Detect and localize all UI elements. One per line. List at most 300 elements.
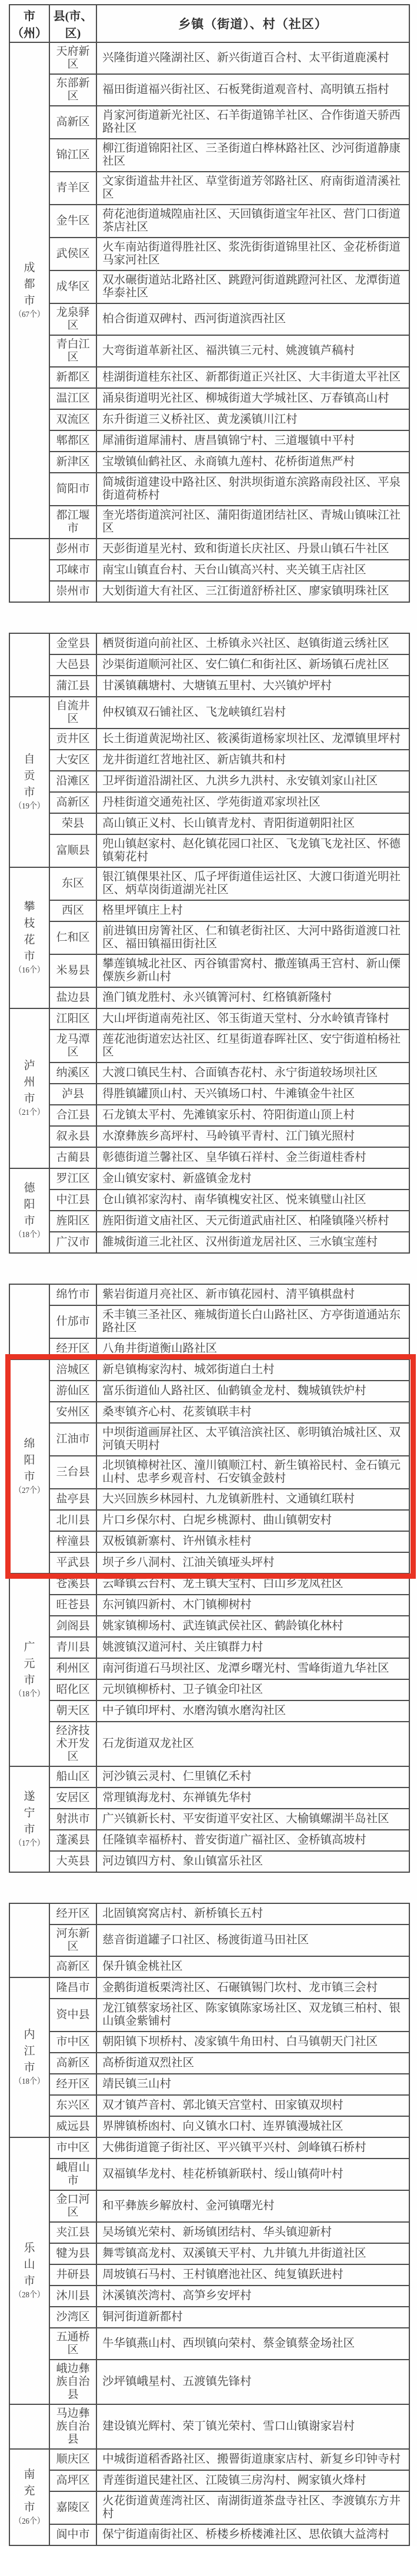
county-cell: 大安区 [49,750,96,771]
villages-cell: 牛华镇燕山村、西坝镇向荣村、蔡金镇蔡金场社区 [96,2328,409,2360]
table-row [9,1232,409,1253]
table-row [9,74,409,106]
county-cell: 青川县 [49,1637,96,1658]
city-group-攀枝花市 [9,867,409,1008]
city-label-char: 充 [24,2485,35,2497]
county-cell: 市中区 [49,2137,96,2159]
table-row [9,1637,409,1658]
region-table-block-3 [9,1284,410,1873]
table-row [9,2095,409,2116]
city-label-char: 元 [24,1658,35,1670]
county-cell: 温江区 [49,388,96,409]
villages-cell: 靖民镇三山村 [96,2074,409,2095]
county-cell: 金口河区 [49,2190,96,2222]
table-row [9,560,409,581]
villages-cell: 新皂镇梅家沟村、城郊街道白土村 [96,1359,409,1381]
table-row [9,1284,409,1305]
city-group-continuation [9,2404,409,2449]
villages-cell: 桑枣镇齐心村、花荄镇联丰村 [96,1402,409,1423]
city-group-自贡市 [9,697,409,867]
city-label [10,2241,49,2301]
city-label-cell-empty [9,1284,49,1359]
villages-cell: 大兴回族乡林园村、九龙镇新胜村、文通镇红联村 [96,1489,409,1510]
villages-cell: 兴隆街道兴隆湖社区、新兴街道百合村、太平街道鹿溪村 [96,42,409,74]
county-cell: 高新区 [49,2053,96,2074]
table-row [9,1063,409,1084]
table-row [9,581,409,602]
table-row [9,729,409,750]
county-cell: 马边彝族自治县 [49,2404,96,2449]
villages-cell: 姚渡镇汉道河村、关庄镇群力村 [96,1637,409,1658]
city-label-char: 市 [24,950,35,963]
city-label-char: 市 [24,2062,35,2074]
villages-cell: 火车南站街道得胜社区、浆洗街街道锦里社区、金花桥街道马家河社区 [96,238,409,270]
table-row [9,1190,409,1211]
city-count: （18个） [14,1231,45,1239]
villages-cell: 高山镇正义村、长山镇青龙村、青阳街道朝阳社区 [96,813,409,834]
city-group-成都市 [9,42,409,539]
city-group-泸州市 [9,1008,409,1168]
county-cell: 合江县 [49,1105,96,1126]
county-cell: 金堂县 [49,633,96,654]
table-row [9,1999,409,2032]
table-row [9,1766,409,1788]
villages-cell: 兜山镇赵家村、赵化镇花园口社区、飞龙镇飞龙社区、怀德镇菊花村 [96,834,409,867]
county-cell: 江阳区 [49,1008,96,1030]
villages-cell: 慈音街道罐子口社区、杨渡街道马田社区 [96,1925,409,1956]
county-cell: 沙湾区 [49,2307,96,2328]
villages-cell: 云峰镇云台村、龙王镇天宝村、白山乡龙凤社区 [96,1573,409,1595]
county-cell: 嘉陵区 [49,2491,96,2524]
city-group-南充市 [9,2449,409,2545]
county-cell: 盐边县 [49,987,96,1008]
city-label-char: 广 [24,1641,35,1653]
city-label-char: 阳 [24,1454,35,1466]
table-row [9,270,409,303]
city-label-char: 枝 [24,917,35,930]
column-header-villages: 乡镇（街道）、村（社区） [96,5,409,42]
table-row [9,1595,409,1616]
villages-cell: 紫岩街道月亮社区、新市镇花园村、清平镇棋盘村 [96,1284,409,1305]
city-count: （17个） [14,1839,45,1848]
villages-cell: 大渡口镇民生村、合面镇杏花村、永宁街道较场坝社区 [96,1063,409,1084]
villages-cell: 沐溪镇茨湾村、高笋乡安坪村 [96,2286,409,2307]
villages-cell: 八角井街道衡山路社区 [96,1338,409,1359]
county-cell: 经济技术开发区 [49,1722,96,1766]
county-cell: 广汉市 [49,1232,96,1253]
city-count: （26个） [14,2517,45,2526]
villages-cell: 奎光塔街道滨河社区、蒲阳街道团结社区、青城山镇味江社区 [96,506,409,539]
city-group-continuation [9,633,409,697]
villages-cell: 东升街道三义桥社区、黄龙溪镇川江村 [96,409,409,430]
table-row [9,303,409,335]
city-label-cell [9,1168,49,1253]
table-row [9,2222,409,2243]
city-group-德阳市 [9,1168,409,1253]
county-cell: 蓬溪县 [49,1830,96,1851]
county-cell: 井研县 [49,2264,96,2286]
city-label-char: 阳 [24,1198,35,1211]
city-label-cell [9,42,49,539]
county-cell: 游仙区 [49,1381,96,1402]
table-row [9,1510,409,1531]
villages-cell: 仲权镇双石铺社区、飞龙峡镇红岩村 [96,697,409,729]
county-cell: 高新区 [49,1956,96,1977]
table-row [9,2491,409,2524]
table-row [9,2404,409,2449]
villages-cell: 火花街道黄莲湾社区、南湖街道茶盘寺社区、李渡镇东方井村 [96,2491,409,2524]
villages-cell: 水潦彝族乡高坪村、马岭镇平青村、江门镇光照村 [96,1126,409,1147]
table-row [9,1573,409,1595]
county-cell: 隆昌市 [49,1977,96,1999]
county-cell: 沐川县 [49,2286,96,2307]
villages-cell: 大划街道大有社区、三江街道舒桥社区、廖家镇明珠社区 [96,581,409,602]
city-count: （28个） [14,2291,45,2300]
table-row [9,539,409,560]
villages-cell: 丹桂街道交通苑社区、学苑街道邓家坝社区 [96,792,409,813]
table-row [9,1168,409,1190]
villages-cell: 禾丰镇三圣社区、雍城街道长白山路社区、方亭街道通站东路社区 [96,1305,409,1338]
county-cell: 剑阁县 [49,1616,96,1637]
city-label-cell [9,2449,49,2545]
table-row [9,792,409,813]
region-tables-container [0,4,417,2546]
city-group-continuation [9,1903,409,1977]
table-row [9,987,409,1008]
city-label-char: 州 [24,1076,35,1088]
county-cell: 安州区 [49,1402,96,1423]
table-row [9,654,409,676]
table-row [9,2360,409,2404]
table-header-row [9,5,409,42]
city-label-cell-empty [9,2404,49,2449]
villages-cell: 宝墩镇仙鹤社区、永商镇九莲村、花桥街道焦严村 [96,452,409,473]
county-cell: 夹江县 [49,2222,96,2243]
city-group-遂宁市 [9,1766,409,1872]
table-row [9,2137,409,2159]
table-row [9,1305,409,1338]
table-row [9,1851,409,1872]
county-cell: 仁和区 [49,921,96,954]
county-cell: 泸县 [49,1084,96,1105]
table-row [9,2286,409,2307]
villages-cell: 中子镇印坪村、水磨沟镇水磨沟社区 [96,1700,409,1722]
table-row [9,1338,409,1359]
villages-cell: 天彭街道星光村、致和街道长庆社区、丹景山镇石牛社区 [96,539,409,560]
table-row [9,1030,409,1063]
city-label [10,1789,49,1849]
city-label-cell-empty [9,633,49,697]
city-group-广元市 [9,1573,409,1766]
villages-cell: 常理镇海龙村、东禅镇先华村 [96,1788,409,1809]
table-row [9,2074,409,2095]
table-row [9,921,409,954]
county-cell: 崇州市 [49,581,96,602]
villages-cell: 舞雩镇高龙村、双溪镇天平村、九井镇九井街道社区 [96,2243,409,2264]
city-label-char: 宁 [24,1807,35,1819]
villages-cell: 金山镇安家村、新盛镇金龙村 [96,1168,409,1190]
villages-cell: 姚家镇柳场村、武连镇武侯社区、鹤龄镇化林村 [96,1616,409,1637]
county-cell: 安居区 [49,1788,96,1809]
city-label-char: 山 [24,2258,35,2271]
county-cell: 阆中市 [49,2524,96,2545]
city-label-cell [9,867,49,1008]
city-label-char: 遂 [24,1790,35,1803]
table-row [9,2116,409,2137]
villages-cell: 双板镇新寨村、许州镇永桂村 [96,1531,409,1552]
county-cell: 高新区 [49,792,96,813]
city-label-char: 市 [24,295,35,307]
county-cell: 盐亭县 [49,1489,96,1510]
county-cell: 平武县 [49,1552,96,1573]
city-label-cell [9,1008,49,1168]
county-cell: 旌阳区 [49,1211,96,1232]
table-row [9,2243,409,2264]
table-row [9,2328,409,2360]
city-label-char: 市 [24,786,35,798]
table-row [9,1105,409,1126]
county-cell: 大邑县 [49,654,96,676]
villages-cell: 得胜镇罐顶山村、天兴镇场口村、牛滩镇金牛社区 [96,1084,409,1105]
county-cell: 西区 [49,900,96,921]
county-cell: 三台县 [49,1456,96,1489]
table-row [9,473,409,506]
county-cell: 涪城区 [49,1359,96,1381]
table-row [9,2190,409,2222]
table-row [9,42,409,74]
city-label-char: 自 [24,753,35,766]
city-label [10,1640,49,1700]
villages-cell: 河边镇四方村、象山镇富乐社区 [96,1851,409,1872]
county-cell: 叙永县 [49,1126,96,1147]
villages-cell: 周坡镇石马村、王村镇磨池社区、纯复镇跃进村 [96,2264,409,2286]
table-row [9,1925,409,1956]
villages-cell: 简城街道建设中路社区、射洪坝街道东滨路南段社区、平泉街道荷桥村 [96,473,409,506]
city-label-char: 市 [24,1674,35,1686]
city-label-char: 花 [24,934,35,946]
county-cell: 峨边彝族自治县 [49,2360,96,2404]
villages-cell: 东河镇四新村、木门镇柳树村 [96,1595,409,1616]
county-cell: 高坪区 [49,2470,96,2491]
villages-cell: 金鹅街道板栗湾社区、石碾镇锡门坎村、龙市镇三会村 [96,1977,409,1999]
county-cell: 纳溪区 [49,1063,96,1084]
villages-cell: 长土街道黄泥坳社区、筱溪街道杨家坝社区、龙潭镇里坪村 [96,729,409,750]
villages-cell: 彰德街道兰馨社区、皇华镇石祥村、金兰街道桂香村 [96,1147,409,1168]
villages-cell: 旌阳街道文庙社区、天元街道武庙社区、柏隆镇隆兴桥村 [96,1211,409,1232]
villages-cell: 格里坪镇庄上村 [96,900,409,921]
city-label-cell [9,1766,49,1872]
table-row [9,834,409,867]
city-label [10,900,49,976]
county-cell: 沿滩区 [49,771,96,792]
villages-cell: 福田街道福兴街社区、石板凳街道观音村、高明镇五指村 [96,74,409,106]
villages-cell: 富乐街道仙人路社区、仙鹤镇金龙村、魏城镇铁炉村 [96,1381,409,1402]
table-row [9,1211,409,1232]
villages-cell: 双才镇芦音村、郭北镇天宫堂村、田家镇双坝村 [96,2095,409,2116]
city-group-内江市 [9,1977,409,2137]
table-row [9,1552,409,1573]
city-count: （16个） [14,966,45,975]
table-row [9,1788,409,1809]
county-cell: 苍溪县 [49,1573,96,1595]
table-row [9,1456,409,1489]
city-count: （18个） [14,2077,45,2086]
county-cell: 彭州市 [49,539,96,560]
table-row [9,1616,409,1637]
villages-cell: 吴场镇光荣村、新场镇团结村、华头镇迎新村 [96,2222,409,2243]
villages-cell: 元坝镇柳桥村、卫子镇金印社区 [96,1679,409,1700]
table-row [9,1423,409,1456]
villages-cell: 柳江街道锦阳社区、三圣街道白桦林路社区、沙河街道静康社区 [96,139,409,172]
table-row [9,771,409,792]
city-label-cell-empty [9,1903,49,1977]
villages-cell: 栖贤街道向前社区、土桥镇永兴社区、赵镇街道云绣社区 [96,633,409,654]
table-row [9,1489,409,1510]
villages-cell: 和平彝族乡解放村、金河镇曙光村 [96,2190,409,2222]
villages-cell: 南河街道石马坝社区、龙潭乡曙光村、雪峰街道九华社区 [96,1658,409,1679]
table-row [9,1700,409,1722]
city-group-乐山市 [9,2137,409,2404]
city-label-char: 江 [24,2045,35,2057]
villages-cell: 铜河街道新都村 [96,2307,409,2328]
table-row [9,2524,409,2545]
county-cell: 朝天区 [49,1700,96,1722]
villages-cell: 石龙镇太平村、先滩镇家乐村、符阳街道山顶上村 [96,1105,409,1126]
city-label-char: 市 [24,1092,35,1105]
table-row [9,506,409,539]
city-label-char: 绵 [24,1438,35,1450]
column-header-city: 市（州） [9,5,49,42]
villages-cell: 犀浦街道犀浦村、唐昌镇锦宁村、三道堰镇中平村 [96,430,409,452]
county-cell: 旺苍县 [49,1595,96,1616]
table-row [9,2470,409,2491]
table-row [9,813,409,834]
county-cell: 成华区 [49,270,96,303]
county-cell: 富顺县 [49,834,96,867]
county-cell: 自流井区 [49,697,96,729]
county-cell: 青羊区 [49,172,96,205]
table-row [9,335,409,367]
city-label [10,1436,49,1496]
villages-cell: 大山坪街道南苑社区、邻玉街道天堂村、分水岭镇青锋村 [96,1008,409,1030]
city-label [10,2027,49,2087]
table-row [9,238,409,270]
county-cell: 贡井区 [49,729,96,750]
county-cell: 锦江区 [49,139,96,172]
city-label-char: 乐 [24,2242,35,2254]
table-row [9,1008,409,1030]
table-row [9,2053,409,2074]
villages-cell: 大佛街道篦子街社区、平兴镇平兴村、剑峰镇石桥村 [96,2137,409,2159]
villages-cell: 桂湖街道桂东社区、新都街道正兴社区、大丰街道太平社区 [96,367,409,388]
villages-cell: 保宁街道南街社区、桥楼乡桥楼滩社区、思依镇大益湾村 [96,2524,409,2545]
county-cell: 蒲江县 [49,676,96,697]
county-cell: 新津区 [49,452,96,473]
villages-cell: 银江镇倮果社区、瓜子坪街道佳运社区、大渡口街道光明社区、炳草岗街道湖光社区 [96,867,409,900]
city-label-char: 南 [24,2468,35,2481]
county-cell: 东区 [49,867,96,900]
city-label-char: 市 [24,1471,35,1483]
city-label [10,2467,49,2527]
county-cell: 双流区 [49,409,96,430]
table-row [9,1147,409,1168]
city-label-char: 市 [24,2501,35,2514]
county-cell: 龙马潭区 [49,1030,96,1063]
county-cell: 五通桥区 [49,2328,96,2360]
county-cell: 河东新区 [49,1925,96,1956]
county-cell: 武侯区 [49,238,96,270]
table-row [9,1658,409,1679]
county-cell: 新都区 [49,367,96,388]
county-cell: 利州区 [49,1658,96,1679]
county-cell: 江油市 [49,1423,96,1456]
table-row [9,1977,409,1999]
county-cell: 东兴区 [49,2095,96,2116]
county-cell: 什邡市 [49,1305,96,1338]
table-row [9,954,409,987]
villages-cell: 青莲街道民建社区、江陵镇三房沟村、阙家镇火烽村 [96,2470,409,2491]
villages-cell: 沙坪镇峨星村、五渡镇先锋村 [96,2360,409,2404]
villages-cell: 莲花池街道宏达社区、红星街道春晖社区、安宁街道柏杨社区 [96,1030,409,1063]
county-cell: 射洪市 [49,1809,96,1830]
table-row [9,1722,409,1766]
region-table-block-2 [9,633,410,1254]
villages-cell: 中坝街道画屏社区、太平镇涪滨社区、彰明镇治城社区、双河镇天明村 [96,1423,409,1456]
table-row [9,388,409,409]
city-count: （21个） [14,1108,45,1117]
villages-cell: 渔门镇龙胜村、永兴镇箐河村、红格镇新隆村 [96,987,409,1008]
villages-cell: 保升镇金桃社区 [96,1956,409,1977]
city-label-char: 德 [24,1182,35,1194]
table-row [9,1359,409,1381]
county-cell: 梓潼县 [49,1531,96,1552]
villages-cell: 界牌镇桥凼村、向义镇水口村、连界镇漫城社区 [96,2116,409,2137]
table-row [9,867,409,900]
county-cell: 经开区 [49,2074,96,2095]
city-label-cell [9,1977,49,2137]
table-row [9,2159,409,2190]
county-cell: 米易县 [49,954,96,987]
county-cell: 顺庆区 [49,2449,96,2470]
county-cell: 经开区 [49,1903,96,1925]
county-cell: 经开区 [49,1338,96,1359]
table-row [9,2264,409,2286]
city-label [10,260,49,320]
table-row [9,1381,409,1402]
county-cell: 都江堰市 [49,506,96,539]
city-label-char: 市 [24,2275,35,2287]
table-row [9,205,409,238]
table-row [9,1830,409,1851]
city-count: （27个） [14,1486,45,1495]
city-count: （18个） [14,1690,45,1699]
villages-cell: 荷花池街道城隍庙社区、天回镇街道宝年社区、营门口街道茶店社区 [96,205,409,238]
villages-cell: 任隆镇幸福桥村、普安街道广福社区、金桥镇高坡村 [96,1830,409,1851]
county-cell: 犍为县 [49,2243,96,2264]
villages-cell: 雒城街道三北社区、汉州街道龙居社区、三水镇宝莲村 [96,1232,409,1253]
table-row [9,1809,409,1830]
city-label [10,1058,49,1118]
table-row [9,2032,409,2053]
county-cell: 罗江区 [49,1168,96,1190]
villages-cell: 文家街道盐井社区、草堂街道芳邻路社区、府南街道清溪社区 [96,172,409,205]
county-cell: 邛崃市 [49,560,96,581]
villages-cell: 柏合街道双碑村、西河街道滨西社区 [96,303,409,335]
city-group-continuation [9,539,409,602]
county-cell: 峨眉山市 [49,2159,96,2190]
table-row [9,697,409,729]
villages-cell: 北固镇窝窝店村、新桥镇长五村 [96,1903,409,1925]
